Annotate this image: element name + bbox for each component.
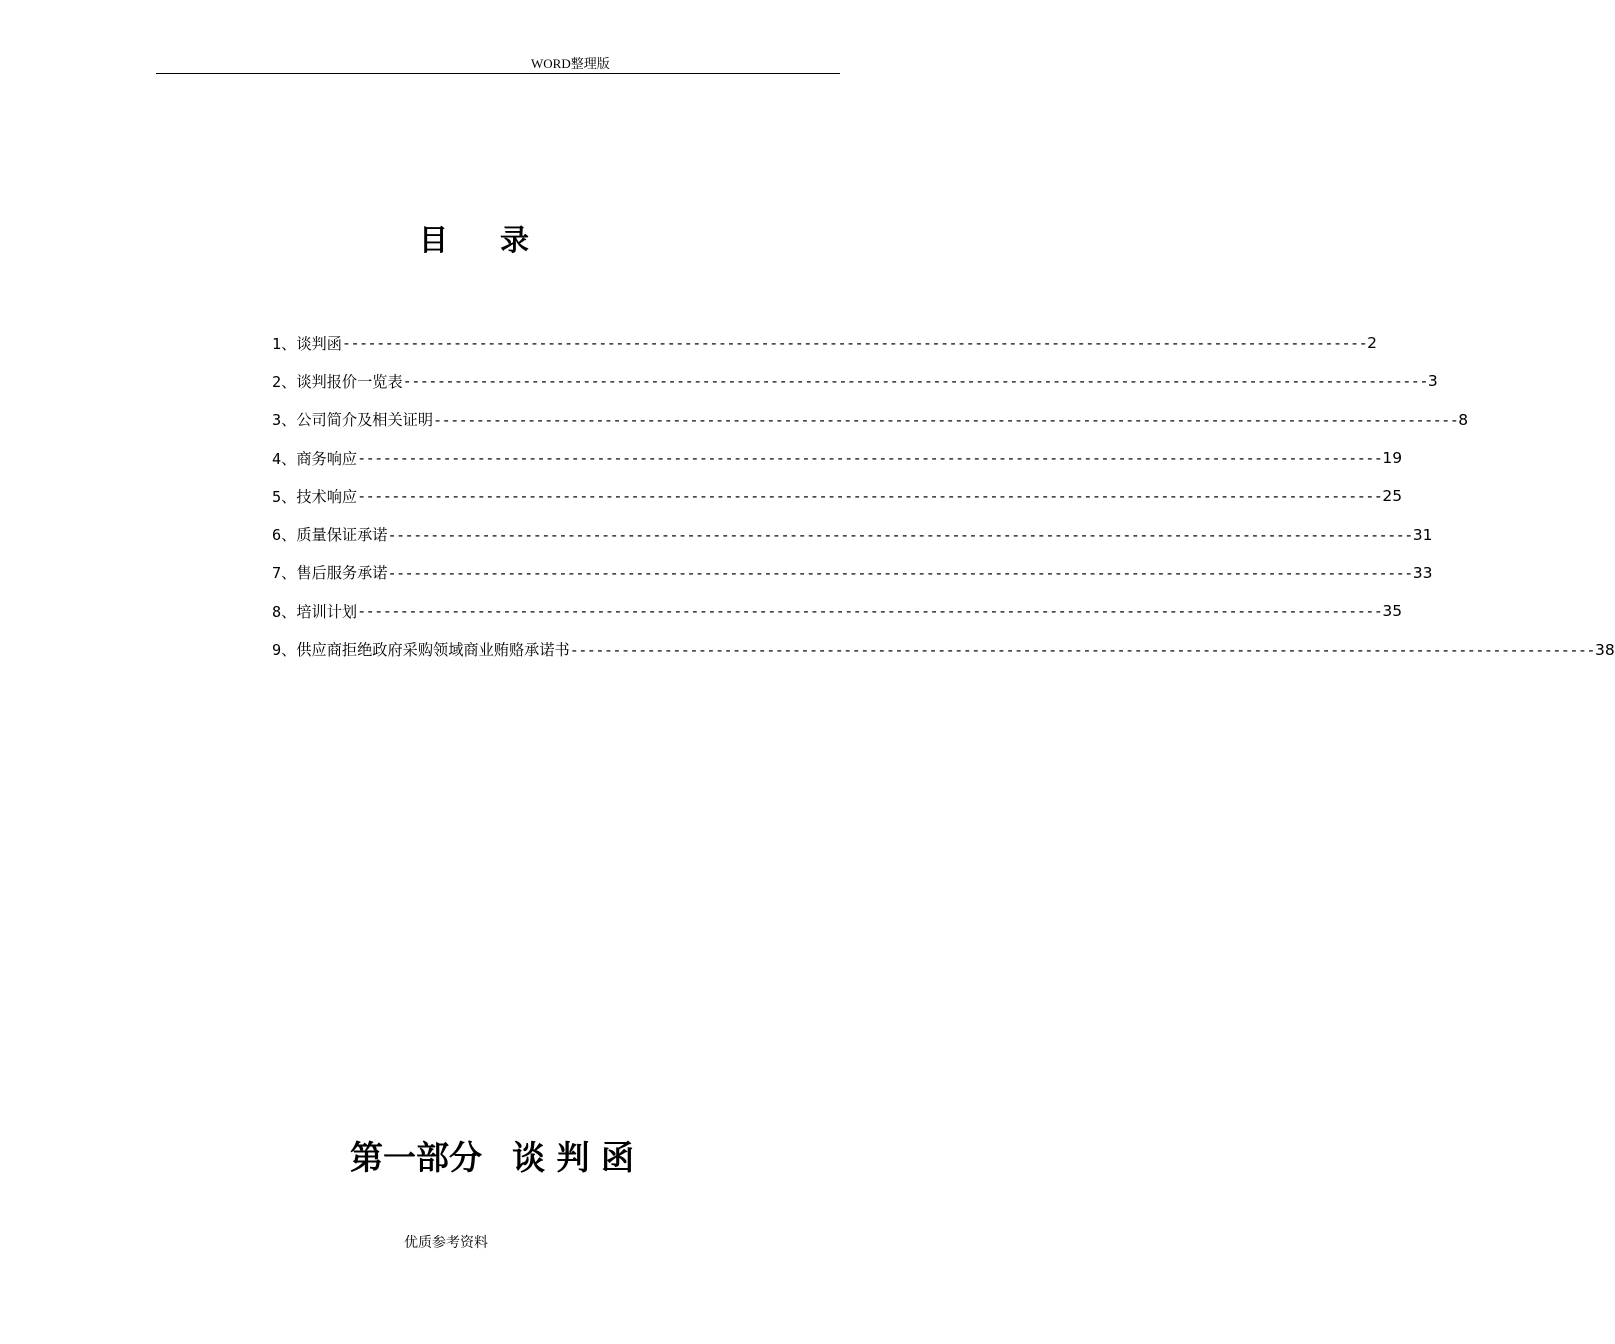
toc-entry-label: 3、公司简介及相关证明: [272, 411, 434, 430]
toc-leader: ------------------------------------------------------------------------------------------------------------------------: [387, 525, 1413, 544]
toc-entry-label: 1、谈判函: [272, 334, 342, 353]
toc-entry-page: 8: [1458, 410, 1469, 429]
toc-title: 目录: [418, 223, 581, 257]
toc-entry-label: 6、质量保证承诺: [272, 526, 388, 545]
toc-entry-label: 2、谈判报价一览表: [272, 372, 403, 391]
toc-entry[interactable]: [272, 439, 1403, 477]
toc-entry-label: 5、技术响应: [272, 487, 358, 506]
toc-entry-page: 2: [1367, 334, 1378, 353]
toc-entry[interactable]: [272, 630, 1615, 668]
toc-leader: ------------------------------------------------------------------------------------------------------------------------: [357, 487, 1383, 506]
toc-leader: ------------------------------------------------------------------------------------------------------------------------: [402, 372, 1428, 391]
toc-entry[interactable]: [272, 401, 1469, 439]
part-title: 谈 判 函: [512, 1138, 634, 1177]
toc-entry[interactable]: [272, 324, 1378, 362]
header-text: WORD整理版: [531, 56, 610, 71]
toc-entry-label: 9、供应商拒绝政府采购领域商业贿赂承诺书: [272, 641, 570, 660]
toc-leader: ------------------------------------------------------------------------------------------------------------------------: [357, 602, 1383, 621]
toc-leader: ------------------------------------------------------------------------------------------------------------------------: [387, 563, 1413, 582]
toc-entry[interactable]: [272, 554, 1433, 592]
toc-entry-page: 38: [1594, 640, 1615, 659]
toc-entry[interactable]: [272, 362, 1438, 400]
toc-entry[interactable]: [272, 515, 1433, 553]
toc-leader: ------------------------------------------------------------------------------------------------------------------------: [341, 334, 1368, 353]
toc-leader: ------------------------------------------------------------------------------------------------------------------------: [569, 640, 1595, 659]
toc-entry-label: 7、售后服务承诺: [272, 564, 388, 583]
table-of-contents: [272, 324, 1615, 669]
toc-entry-label: 8、培训计划: [272, 602, 358, 621]
toc-entry-page: 35: [1382, 602, 1403, 621]
toc-entry[interactable]: [272, 592, 1403, 630]
toc-entry[interactable]: [272, 477, 1403, 515]
page-footer: 优质参考资料: [404, 1235, 488, 1251]
part-prefix: 第一部分: [350, 1138, 482, 1177]
toc-leader: ------------------------------------------------------------------------------------------------------------------------: [433, 410, 1459, 429]
page-header: [156, 55, 840, 74]
toc-entry-page: 31: [1412, 525, 1433, 544]
toc-entry-page: 33: [1412, 563, 1433, 582]
toc-leader: ------------------------------------------------------------------------------------------------------------------------: [357, 449, 1383, 468]
part-heading: [350, 1134, 634, 1182]
toc-entry-page: 19: [1382, 449, 1403, 468]
toc-entry-label: 4、商务响应: [272, 449, 358, 468]
toc-entry-page: 25: [1382, 487, 1403, 506]
toc-entry-page: 3: [1427, 372, 1438, 391]
